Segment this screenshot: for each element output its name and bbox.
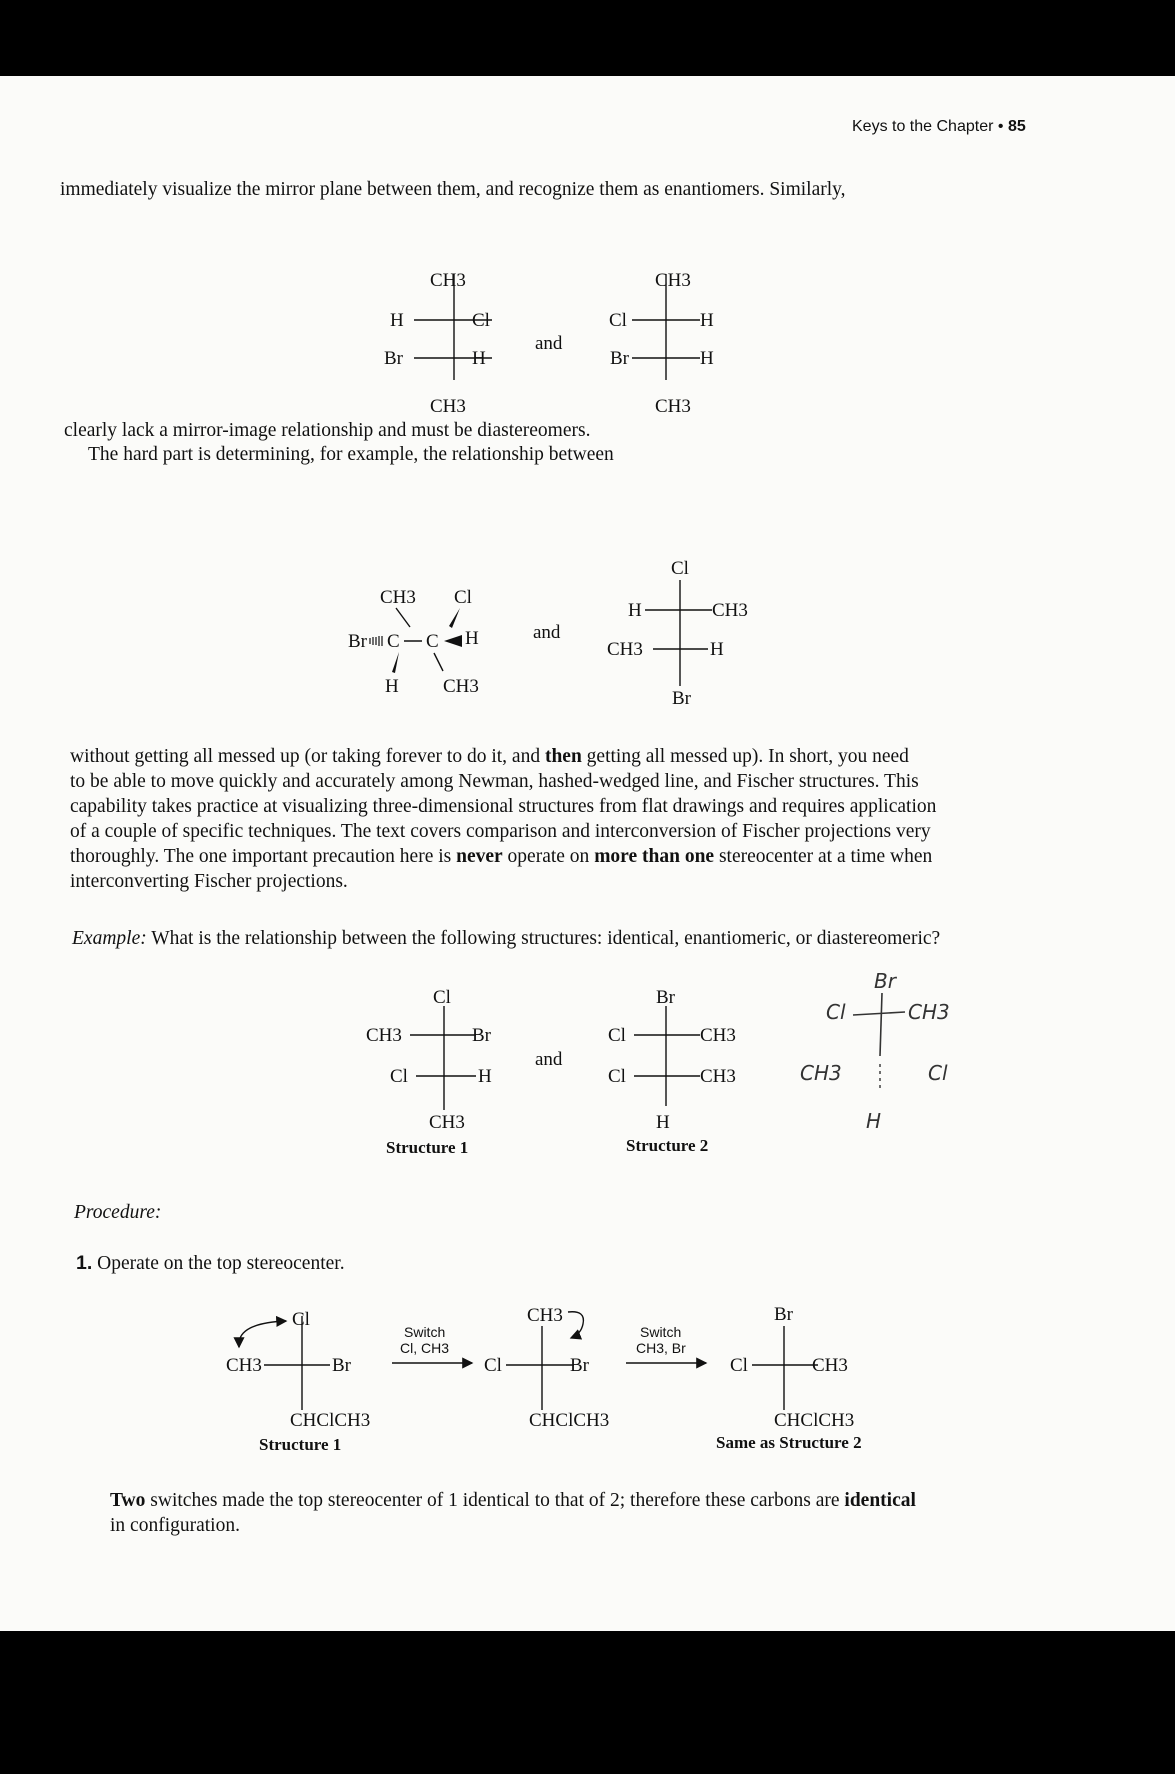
fig4-a-top: Cl [292, 1309, 310, 1330]
p3-text-a: without getting all messed up (or taking forever to do it, and [70, 746, 545, 767]
fig1-right-fischer [609, 270, 714, 417]
fig4-b-top: CH3 [527, 1305, 563, 1326]
fig3-s2-r1-left: Cl [608, 1025, 626, 1046]
fig2-fischer-bottom: Br [672, 688, 691, 709]
fig4-arrow2-line2: CH3, Br [636, 1340, 686, 1356]
step-1-text: Operate on the top stereocenter. [97, 1253, 345, 1274]
paragraph-3-line-2: to be able to move quickly and accurately among Newman, hashed-wedged line, and Fischer structures. This [70, 771, 919, 792]
hand-bottom: H [866, 1109, 882, 1133]
p3-text-c: getting all messed up). In short, you need [581, 746, 909, 767]
hand-left-2: CH3 [800, 1061, 842, 1085]
fig3-s1-r2-right: H [478, 1066, 492, 1087]
fig1-left-r1-right: Cl [472, 310, 490, 331]
paragraph-2-line-2: The hard part is determining, for example, the relationship between [88, 444, 614, 465]
fig4-a-label: Structure 1 [259, 1435, 342, 1454]
fig3-s2-bottom: H [656, 1112, 670, 1133]
fig2-fischer-r1-right: CH3 [712, 600, 748, 621]
paragraph-3-line-4: of a couple of specific techniques. The text covers comparison and interconversion of Fischer projections very [70, 821, 931, 842]
fig2-wedge-ch3-bottom: CH3 [443, 676, 479, 697]
fig4-arrow1-line1: Switch [404, 1324, 446, 1340]
fig2-wedge-ch3-top: CH3 [380, 587, 416, 608]
final-bold-identical: identical [844, 1490, 916, 1511]
fig4-arrow1-line2: Cl, CH3 [400, 1340, 450, 1356]
fig2-wedge-cl-top: Cl [454, 587, 472, 608]
fig2-fischer-top: Cl [671, 558, 689, 579]
example-text: What is the relationship between the following structures: identical, enantiomeric, or diastereomeric? [146, 928, 941, 949]
p3-l5-e: stereocenter at a time when [714, 846, 933, 867]
p3-l5-c: operate on [502, 846, 595, 867]
fig4-b-bottom: CHClCH3 [529, 1410, 610, 1431]
fig2-wedge-br: Br [348, 631, 367, 652]
fig2-fischer [607, 558, 748, 709]
fig3-s2-label: Structure 2 [626, 1136, 709, 1155]
fig3-s1-r1-left: CH3 [366, 1025, 402, 1046]
final-bold-two: Two [110, 1490, 146, 1511]
fig3-s2-r2-left: Cl [608, 1066, 626, 1087]
p3-bold-more-than-one: more than one [594, 846, 715, 867]
fig1-right-r1-right: H [700, 310, 714, 331]
fig4-b-left: Cl [484, 1355, 502, 1376]
running-title: Keys to the Chapter [852, 118, 994, 135]
fig4-structure-b [484, 1305, 609, 1431]
page-number: 85 [1007, 118, 1026, 135]
fig1-right-r2-left: Br [610, 348, 629, 369]
fig1-left-top: CH3 [430, 270, 466, 291]
fig4-c-left: Cl [730, 1355, 748, 1376]
fig4-structure-c [716, 1304, 862, 1452]
procedure-label-text: Procedure: [74, 1202, 162, 1223]
fig3-s2-top: Br [656, 987, 675, 1008]
figures-canvas [0, 76, 1175, 1631]
fig4-structure-1 [226, 1309, 370, 1454]
handwritten-annotation [800, 969, 950, 1133]
fig3-s1-r2-left: Cl [390, 1066, 408, 1087]
fig2-wedge-c2: C [426, 631, 439, 652]
fig2-wedge-c1: C [387, 631, 400, 652]
fig4-c-top: Br [774, 1304, 793, 1325]
fig2-wedge-structure [348, 587, 479, 697]
fig4-a-right: Br [332, 1355, 351, 1376]
fig1-right-bottom: CH3 [655, 396, 691, 417]
paragraph-3-line-3: capability takes practice at visualizing three-dimensional structures from flat drawings and requires application [70, 796, 937, 817]
hand-right-2: Cl [928, 1061, 948, 1085]
fig1-left-bottom: CH3 [430, 396, 466, 417]
fig1-right-top: CH3 [655, 270, 691, 291]
fig4-c-right: CH3 [812, 1355, 848, 1376]
p3-bold-never: never [456, 846, 503, 867]
fig2-fischer-r2-left: CH3 [607, 639, 643, 660]
example-label: Example: [72, 928, 147, 949]
fig1-left-r2-right: H [472, 348, 486, 369]
p3-l5-a: thoroughly. The one important precaution here is [70, 846, 457, 867]
fig2-fischer-r1-left: H [628, 600, 642, 621]
fig3-structure-1 [366, 987, 492, 1157]
final-line-2: in configuration. [110, 1515, 240, 1536]
fig1-right-r2-right: H [700, 348, 714, 369]
fig2-fischer-r2-right: H [710, 639, 724, 660]
fig3-s1-bottom: CH3 [429, 1112, 465, 1133]
fig2-and: and [533, 622, 561, 643]
fig4-arrow-1 [392, 1324, 472, 1363]
hand-right: CH3 [908, 1000, 950, 1024]
paragraph-3-line-6: interconverting Fischer projections. [70, 871, 348, 892]
hand-left: Cl [826, 1000, 846, 1024]
page [0, 76, 1175, 1631]
fig4-b-right: Br [570, 1355, 589, 1376]
fig3-s2-r2-right: CH3 [700, 1066, 736, 1087]
step-1-number: 1. [76, 1252, 93, 1274]
fig4-c-bottom: CHClCH3 [774, 1410, 855, 1431]
paragraph-1: immediately visualize the mirror plane between them, and recognize them as enantiomers. Similarly, [60, 179, 846, 200]
fig1-left-fischer [384, 270, 492, 417]
fig1-left-r1-left: H [390, 310, 404, 331]
fig3-s1-r1-right: Br [472, 1025, 491, 1046]
fig3-s1-top: Cl [433, 987, 451, 1008]
fig4-arrow-2 [626, 1324, 706, 1363]
final-text: switches made the top stereocenter of 1 identical to that of 2; therefore these carbons are [145, 1490, 845, 1511]
hand-top: Br [874, 969, 896, 993]
paragraph-2-line-1: clearly lack a mirror-image relationship and must be diastereomers. [64, 420, 591, 441]
fig1-right-r1-left: Cl [609, 310, 627, 331]
fig2-wedge-h-bottom: H [385, 676, 399, 697]
fig1-and: and [535, 333, 563, 354]
fig4-c-label: Same as Structure 2 [716, 1433, 862, 1452]
p3-bold-then: then [544, 746, 582, 767]
fig1-left-r2-left: Br [384, 348, 403, 369]
fig4-arrow2-line1: Switch [640, 1324, 682, 1340]
fig2-wedge-h-right: H [465, 628, 479, 649]
header-bullet: • [997, 118, 1004, 135]
fig3-structure-2 [608, 987, 736, 1155]
fig3-s2-r1-right: CH3 [700, 1025, 736, 1046]
fig4-a-left: CH3 [226, 1355, 262, 1376]
fig3-and: and [535, 1049, 563, 1070]
fig3-s1-label: Structure 1 [386, 1138, 469, 1157]
fig4-a-bottom: CHClCH3 [290, 1410, 371, 1431]
